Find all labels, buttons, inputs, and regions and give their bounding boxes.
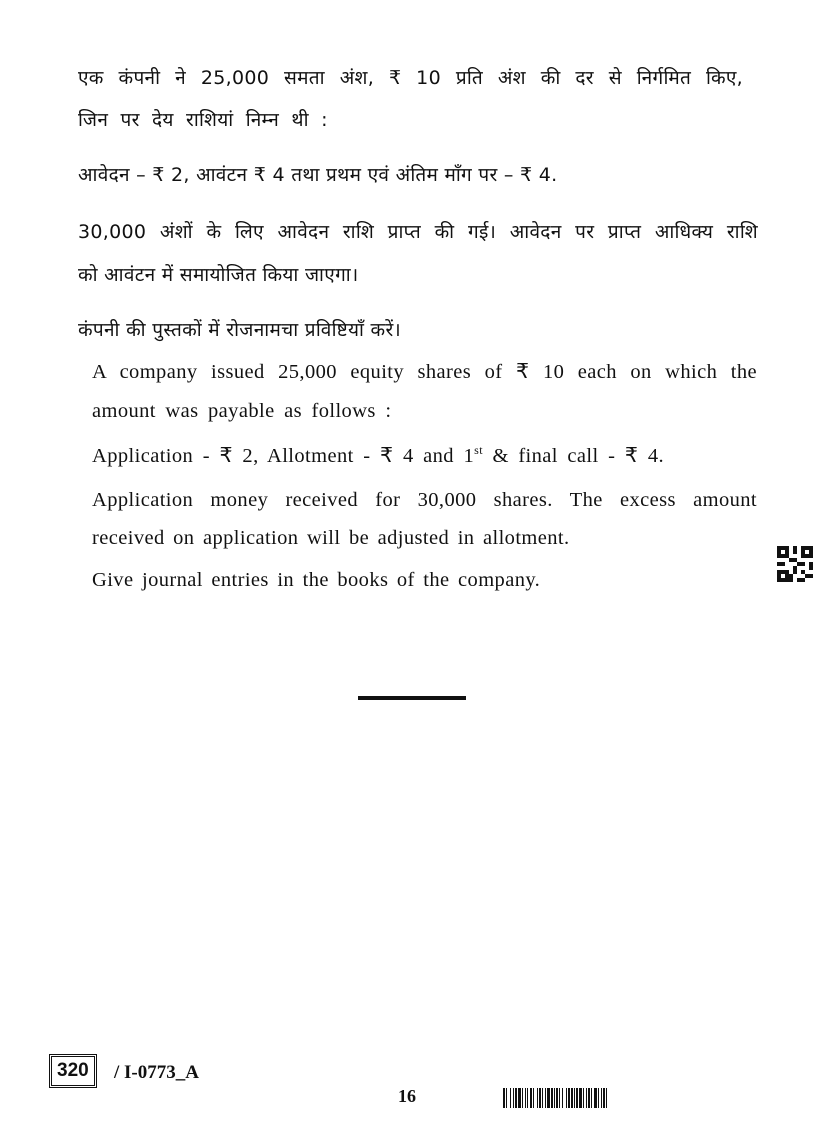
hindi-line-2: जिन पर देय राशियां निम्न थी :	[78, 109, 328, 131]
qr-code-icon	[777, 546, 813, 582]
hindi-line-3: आवेदन – ₹ 2, आवंटन ₹ 4 तथा प्रथम एवं अंतिम माँग पर – ₹ 4.	[78, 164, 558, 186]
hindi-line-5: को आवंटन में समायोजित किया जाएगा।	[78, 264, 359, 286]
hindi-line-4: 30,000 अंशों के लिए आवेदन राशि प्राप्त की गई। आवेदन पर प्राप्त आधिक्य राशि	[78, 221, 758, 243]
subject-code-box: 320	[49, 1054, 97, 1088]
ordinal-superscript: st	[474, 443, 483, 458]
english-line-6: Give journal entries in the books of the company.	[92, 569, 541, 591]
english-line-2: amount was payable as follows :	[92, 400, 392, 422]
barcode-icon	[503, 1088, 693, 1108]
english-line-5: received on application will be adjusted in allotment.	[92, 527, 570, 549]
paper-code: / I-0773_A	[114, 1062, 199, 1083]
english-line-3-part-b: & final call - ₹ 4.	[482, 445, 665, 467]
english-line-1: A company issued 25,000 equity shares of ₹ 10 each on which the	[92, 361, 757, 383]
english-line-3	[92, 443, 664, 468]
english-line-4: Application money received for 30,000 shares. The excess amount	[92, 489, 757, 511]
hindi-line-1: एक कंपनी ने 25,000 समता अंश, ₹ 10 प्रति अंश की दर से निर्गमित किए,	[78, 67, 743, 89]
page-number: 16	[398, 1086, 416, 1106]
english-line-3-part-a: Application - ₹ 2, Allotment - ₹ 4 and 1	[92, 445, 475, 467]
hindi-line-6: कंपनी की पुस्तकों में रोजनामचा प्रविष्टियाँ करें।	[78, 319, 402, 341]
end-of-question-rule	[358, 696, 466, 700]
